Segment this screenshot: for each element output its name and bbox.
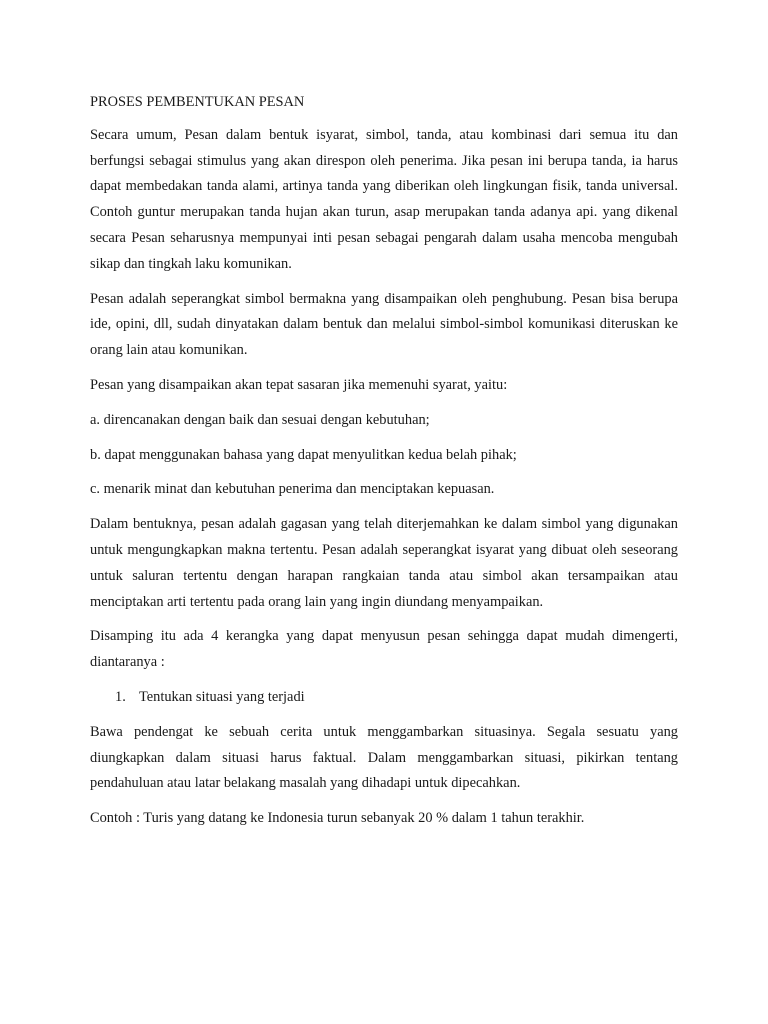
requirement-a: a. direncanakan dengan baik dan sesuai dengan kebutuhan; [90, 411, 430, 428]
paragraph-example: Contoh : Turis yang datang ke Indonesia turun sebanyak 20 % dalam 1 tahun terakhir. [90, 810, 585, 827]
paragraph-intro: Secara umum, Pesan dalam bentuk isyarat, simbol, tanda, atau kombinasi dari semua itu dan berfungsi sebagai stimulus yang akan direspon oleh penerima. Jika pesan ini berupa tanda, ia harus dapat membedakan tanda alami, artinya tanda yang diberikan oleh lingkungan fisik, tanda universal. Contoh guntur merupakan tanda hujan akan turun, asap merupakan tanda adanya api. yang dikenal secara Pesan seharusnya mempunyai inti pesan sebagai pengarah dalam usaha mencoba mengubah sikap dan tingkah laku komunikan. [90, 126, 678, 272]
document-body [90, 90, 678, 841]
paragraph-framework-intro: Disamping itu ada 4 kerangka yang dapat menyusun pesan sehingga dapat mudah dimengerti, diantaranya : [90, 628, 678, 671]
paragraph-requirements-intro: Pesan yang disampaikan akan tepat sasaran jika memenuhi syarat, yaitu: [90, 376, 508, 393]
requirement-c: c. menarik minat dan kebutuhan penerima dan menciptakan kepuasan. [90, 481, 495, 498]
paragraph-definition: Pesan adalah seperangkat simbol bermakna yang disampaikan oleh penghubung. Pesan bisa berupa ide, opini, dll, sudah dinyatakan dalam bentuk dan melalui simbol-simbol komunikasi diteruskan ke orang lain atau komunikan. [90, 290, 678, 359]
paragraph-form: Dalam bentuknya, pesan adalah gagasan yang telah diterjemahkan ke dalam simbol yang digunakan untuk mengungkapkan makna tertentu. Pesan adalah seperangkat isyarat yang dibuat oleh seseorang untuk saluran tertentu dengan harapan rangkaian tanda atau simbol akan tersampaikan atau menciptakan arti tertentu pada orang lain yang ingin diundang menyampaikan. [90, 516, 678, 610]
document-title: PROSES PEMBENTUKAN PESAN [90, 94, 305, 110]
numbered-list-item [90, 685, 678, 711]
list-number: 1. [115, 688, 126, 705]
requirement-b: b. dapat menggunakan bahasa yang dapat menyulitkan kedua belah pihak; [90, 446, 517, 463]
list-text: Tentukan situasi yang terjadi [139, 688, 305, 705]
paragraph-situation: Bawa pendengat ke sebuah cerita untuk menggambarkan situasinya. Segala sesuatu yang diungkapkan dalam situasi harus faktual. Dalam menggambarkan situasi, pikirkan tentang pendahuluan atau latar belakang masalah yang dihadapi untuk dipecahkan. [90, 723, 678, 792]
